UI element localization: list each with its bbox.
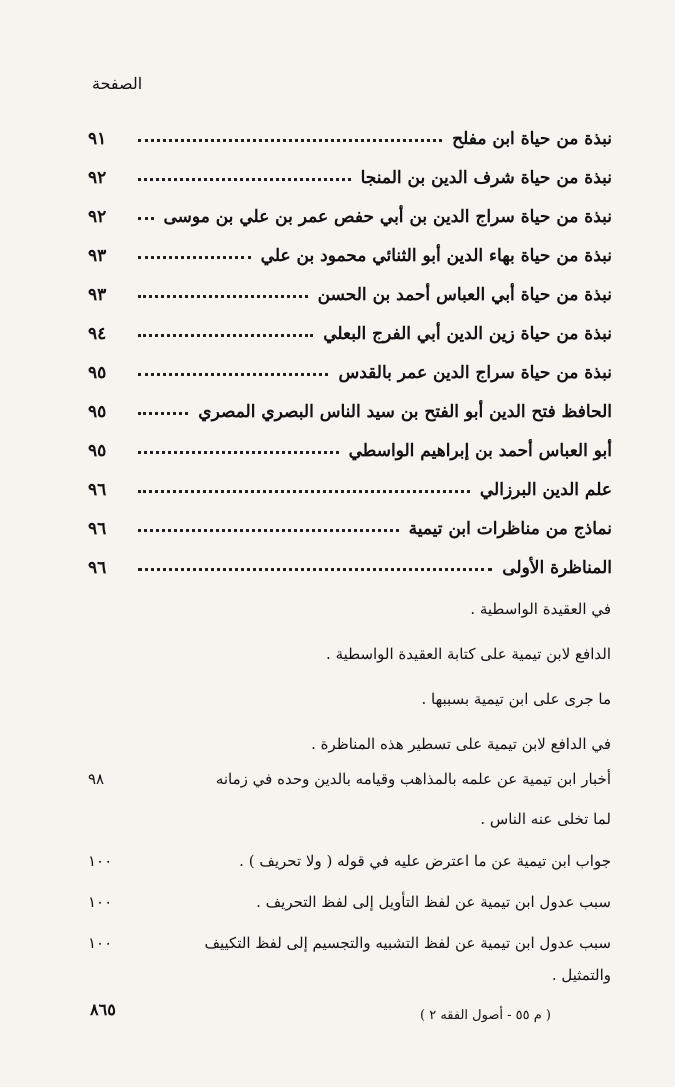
toc-entry — [88, 120, 612, 158]
toc-entry — [88, 549, 612, 587]
text-line: والتمثيل . — [551, 966, 611, 984]
leader-dots — [138, 246, 251, 259]
text-line: في الدافع لابن تيمية على تسطير هذه المناظرة . — [311, 735, 611, 753]
toc-entry-title: نبذة من حياة سراج الدين عمر بالقدس — [338, 363, 612, 383]
toc-entry-title: نماذج من مناظرات ابن تيمية — [408, 519, 612, 539]
leader-dots — [138, 519, 399, 532]
leader-dots — [138, 207, 154, 220]
leader-dots — [138, 558, 492, 571]
text-line: جواب ابن تيمية عن ما اعترض عليه في قوله ( ولا تحريف ) . — [239, 852, 611, 870]
toc-entry-title: الحافظ فتح الدين أبو الفتح بن سيد الناس البصري المصري — [198, 402, 612, 422]
toc-entry-title: نبذة من حياة زين الدين أبي الفرج البعلي — [323, 324, 612, 344]
toc-entry — [88, 354, 612, 392]
toc-entry — [88, 276, 612, 314]
toc-entry-page: ٩٢ — [88, 168, 107, 188]
text-line: أخبار ابن تيمية عن علمه بالمذاهب وقيامه بالدين وحده في زمانه — [215, 770, 611, 788]
toc-entry — [88, 315, 612, 353]
signature-mark: ( م ٥٥ - أصول الفقه ٢ ) — [420, 1008, 551, 1023]
toc-entry-page: ٩٦ — [88, 558, 107, 578]
text-line: في العقيدة الواسطية . — [470, 600, 611, 618]
toc-entry — [88, 237, 612, 275]
text-line: الدافع لابن تيمية على كتابة العقيدة الواسطية . — [326, 645, 611, 663]
toc-entry — [88, 432, 612, 470]
toc-entry-page: ٩٥ — [88, 402, 107, 422]
toc-entry-page: ٩٤ — [88, 324, 107, 344]
folio-number: ٨٦٥ — [90, 1000, 116, 1019]
toc-entry-page: ٩٥ — [88, 363, 107, 383]
leader-dots — [138, 129, 442, 142]
toc-entry-title: نبذة من حياة سراج الدين بن أبي حفص عمر بن علي بن موسى — [163, 207, 612, 227]
toc-entry-page: ٩٥ — [88, 441, 107, 461]
leader-dots — [138, 168, 351, 181]
toc-entry-title: نبذة من حياة ابن مفلح — [452, 129, 612, 149]
leader-dots — [138, 324, 313, 337]
toc-entry — [88, 510, 612, 548]
text-line: ما جرى على ابن تيمية بسببها . — [421, 690, 611, 708]
toc-entry-title: المناظرة الأولى — [502, 558, 612, 578]
leader-dots — [138, 285, 308, 298]
toc-entry — [88, 471, 612, 509]
toc-entry-page: ٩٣ — [88, 246, 107, 266]
toc-entry-page: ٩٦ — [88, 519, 107, 539]
toc-entry — [88, 393, 612, 431]
line-page-number: ١٠٠ — [88, 852, 113, 870]
toc-entry — [88, 159, 612, 197]
page-column-header: الصفحة — [92, 74, 143, 93]
toc-entry-title: أبو العباس أحمد بن إبراهيم الواسطي — [348, 441, 612, 461]
text-line: لما تخلى عنه الناس . — [480, 810, 611, 828]
toc-entry-page: ٩٣ — [88, 285, 107, 305]
toc-entry-title: علم الدين البرزالي — [479, 480, 612, 500]
line-page-number: ٩٨ — [88, 770, 105, 788]
line-page-number: ١٠٠ — [88, 934, 113, 952]
line-page-number: ١٠٠ — [88, 893, 113, 911]
text-line: سبب عدول ابن تيمية عن لفظ التأويل إلى لفظ التحريف . — [256, 893, 611, 911]
text-line: سبب عدول ابن تيمية عن لفظ التشبيه والتجسيم إلى لفظ التكييف — [204, 934, 611, 952]
leader-dots — [138, 363, 328, 376]
toc-entry — [88, 198, 612, 236]
leader-dots — [138, 480, 470, 493]
toc-entry-page: ٩١ — [88, 129, 107, 149]
toc-entry-page: ٩٢ — [88, 207, 107, 227]
toc-entry-title: نبذة من حياة أبي العباس أحمد بن الحسن — [317, 285, 612, 305]
toc-entry-page: ٩٦ — [88, 480, 107, 500]
leader-dots — [138, 441, 339, 454]
toc-entry-title: نبذة من حياة بهاء الدين أبو الثنائي محمود بن علي — [260, 246, 612, 266]
toc-entry-title: نبذة من حياة شرف الدين بن المنجا — [360, 168, 612, 188]
leader-dots — [138, 402, 188, 415]
